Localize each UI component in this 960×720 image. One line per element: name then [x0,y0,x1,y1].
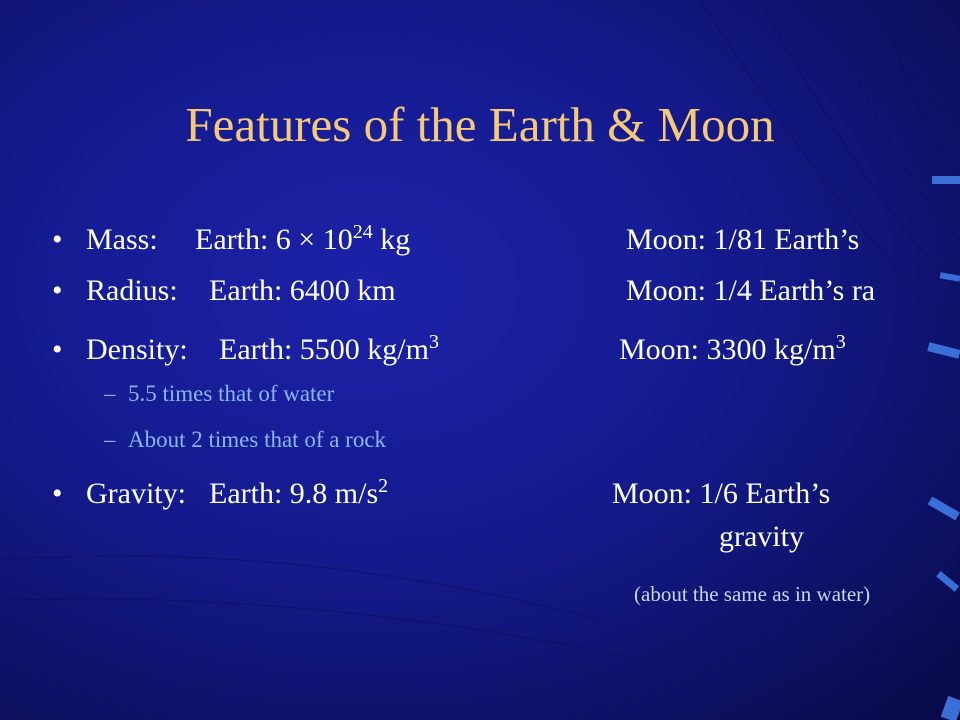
mass-earth-value: Earth: 6 × 10 [195,223,353,256]
gravity-moon: Moon: 1/6 Earth’s [612,477,831,510]
radius-earth: Earth: 6400 km [209,274,396,307]
gravity-moon-continued: gravity [719,520,804,553]
density-moon-exponent: 3 [835,331,846,353]
gravity-earth [209,476,388,512]
slide-title: Features of the Earth & Moon [185,97,775,152]
mass-earth [195,222,410,258]
bullet-marker: • [52,223,63,256]
bullet-marker: • [52,274,63,307]
radius-label: Radius: [86,274,178,307]
gravity-label: Gravity: [86,477,186,510]
density-earth-exponent: 3 [428,331,439,353]
mass-moon: Moon: 1/81 Earth’s [626,223,860,256]
gravity-note: (about the same as in water) [634,582,871,606]
sub-bullet-marker: – [104,381,116,406]
density-earth-value: Earth: 5500 kg/m [219,333,429,366]
density-moon [619,332,846,368]
density-label: Density: [86,333,188,366]
density-earth [219,332,439,368]
sub-bullet-marker: – [104,427,116,452]
mass-earth-exponent: 24 [352,221,373,243]
gravity-earth-value: Earth: 9.8 m/s [209,477,379,510]
mass-earth-unit: kg [372,223,411,256]
gravity-earth-exponent: 2 [378,475,389,497]
mass-label: Mass: [86,223,158,256]
bullet-marker: • [52,333,63,366]
bullet-marker: • [52,477,63,510]
density-subitem-rock: About 2 times that of a rock [128,427,387,452]
density-subitem-water: 5.5 times that of water [128,381,335,406]
radius-moon: Moon: 1/4 Earth’s ra [626,274,876,307]
density-moon-value: Moon: 3300 kg/m [619,333,836,366]
